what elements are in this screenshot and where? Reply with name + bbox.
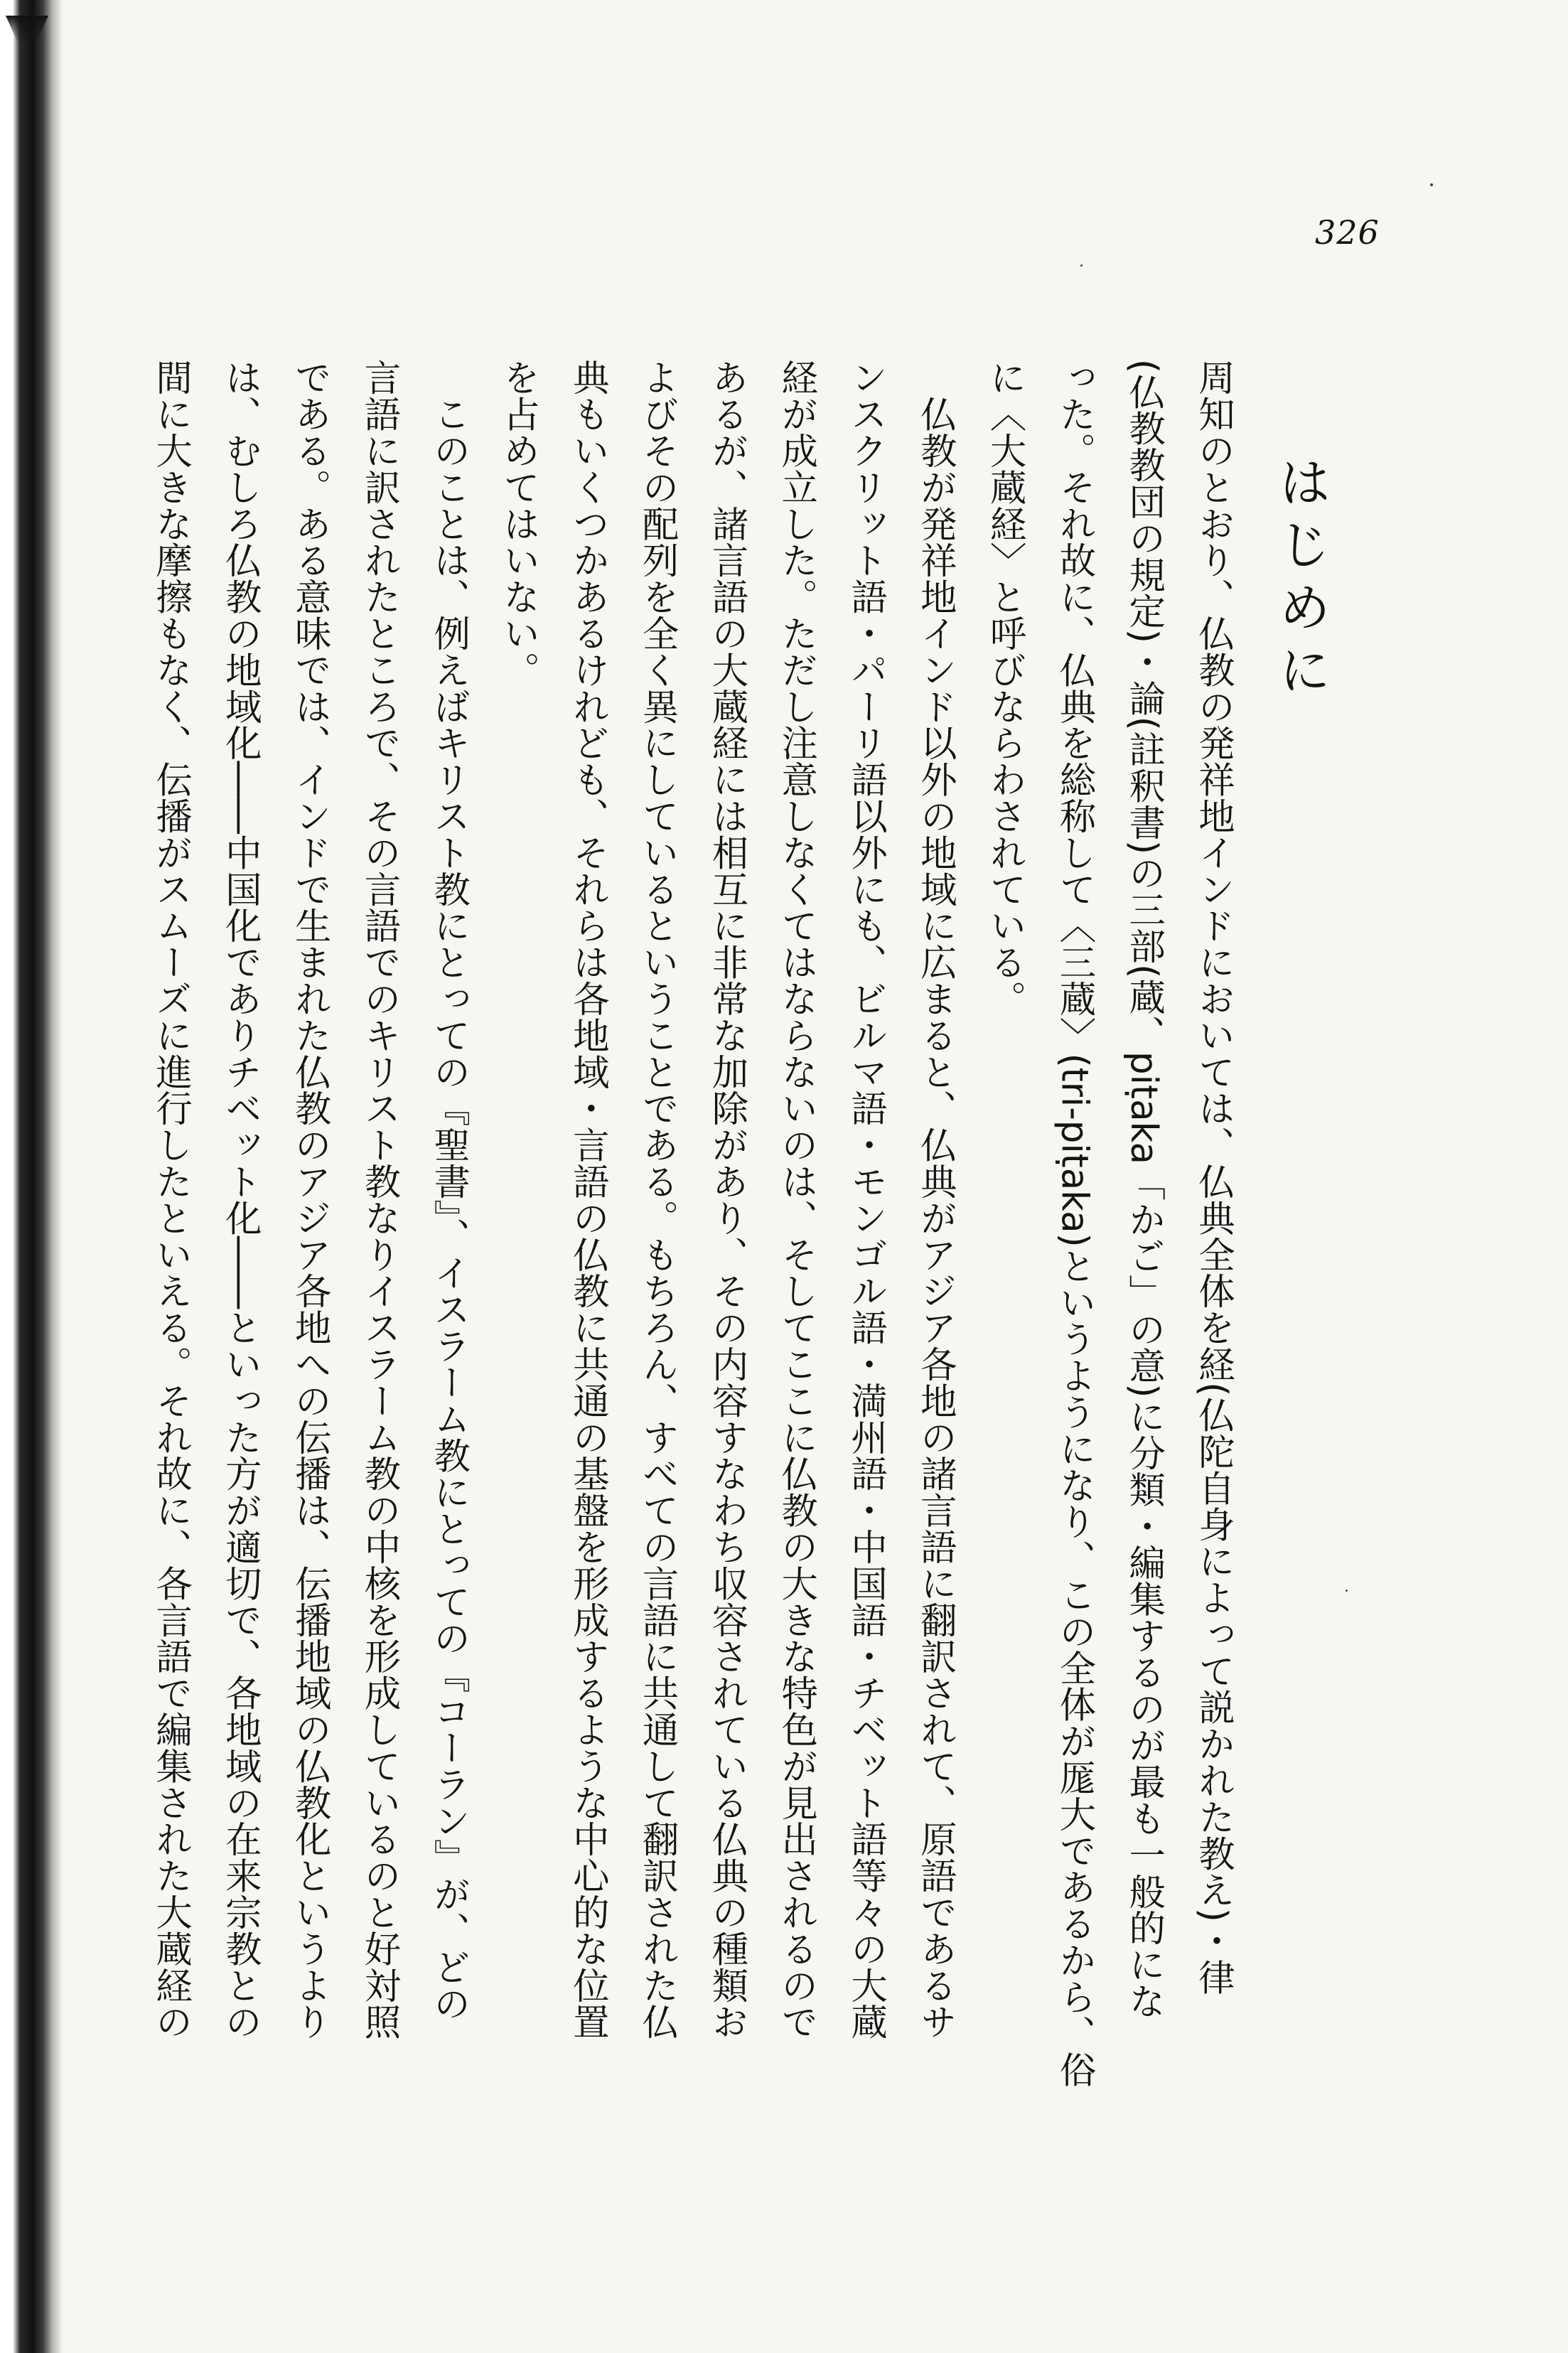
text-line: った。それ故に、仏典を総称して〈三蔵〉(tri-piṭaka)というようになり、この全体が厖大であるから、俗 [1053, 359, 1096, 2088]
text-line: 周知のとおり、仏教の発祥地インドにおいては、仏典全体を経(仏陀自身によって説かれた教え)・律 [1192, 359, 1235, 1995]
text-line: 経が成立した。ただし注意しなくてはならないのは、そしてここに仏教の大きな特色が見出されるので [775, 359, 818, 2040]
scan-speck [1346, 1590, 1348, 1592]
text-line: 間に大きな摩擦もなく、伝播がスムーズに進行したといえる。それ故に、各言語で編集された大蔵経の [149, 359, 193, 2040]
text-line: あるが、諸言語の大蔵経には相互に非常な加除があり、その内容すなわち収容されている仏典の種類お [705, 359, 748, 2040]
text-line: に〈大蔵経〉と呼びならわされている。 [983, 359, 1026, 1017]
page-binding-edge [0, 0, 63, 2353]
text-line: (仏教教団の規定)・論(註釈書)の三部(蔵、piṭaka「かご」の意)に分類・編集するのが最も一般的にな [1122, 359, 1166, 2020]
text-line: である。ある意味では、インドで生まれた仏教のアジア各地への伝播は、伝播地域の仏教化というより [288, 359, 331, 2040]
text-line: ンスクリット語・パーリ語以外にも、ビルマ語・モンゴル語・満州語・中国語・チベット語等々の大蔵 [844, 359, 888, 2040]
scan-speck [1430, 183, 1433, 186]
text-line: を占めてはいない。 [497, 359, 540, 688]
text-line: よびその配列を全く異にしているということである。もちろん、すべての言語に共通して翻訳された仏 [635, 359, 679, 2040]
page-number: 326 [1315, 213, 1380, 252]
text-line: は、むしろ仏教の地域化――中国化でありチベット化――といった方が適切で、各地域の在来宗教との [218, 359, 262, 2040]
body-text [149, 359, 1247, 2088]
chapter-title: はじめに [1270, 455, 1331, 705]
text-line: 仏教が発祥地インド以外の地域に広まると、仏典がアジア各地の諸言語に翻訳されて、原語であるサ [913, 359, 957, 2040]
text-line: 言語に訳されたところで、その言語でのキリスト教なりイスラーム教の中核を形成しているのと好対照 [358, 359, 401, 2040]
text-line: このことは、例えばキリスト教にとっての『聖書』、イスラーム教にとっての『コーラン』が、どの [427, 359, 471, 2022]
scan-speck [1080, 264, 1083, 267]
text-line: 典もいくつかあるけれども、それらは各地域・言語の仏教に共通の基盤を形成するような中心的な位置 [566, 359, 609, 2040]
